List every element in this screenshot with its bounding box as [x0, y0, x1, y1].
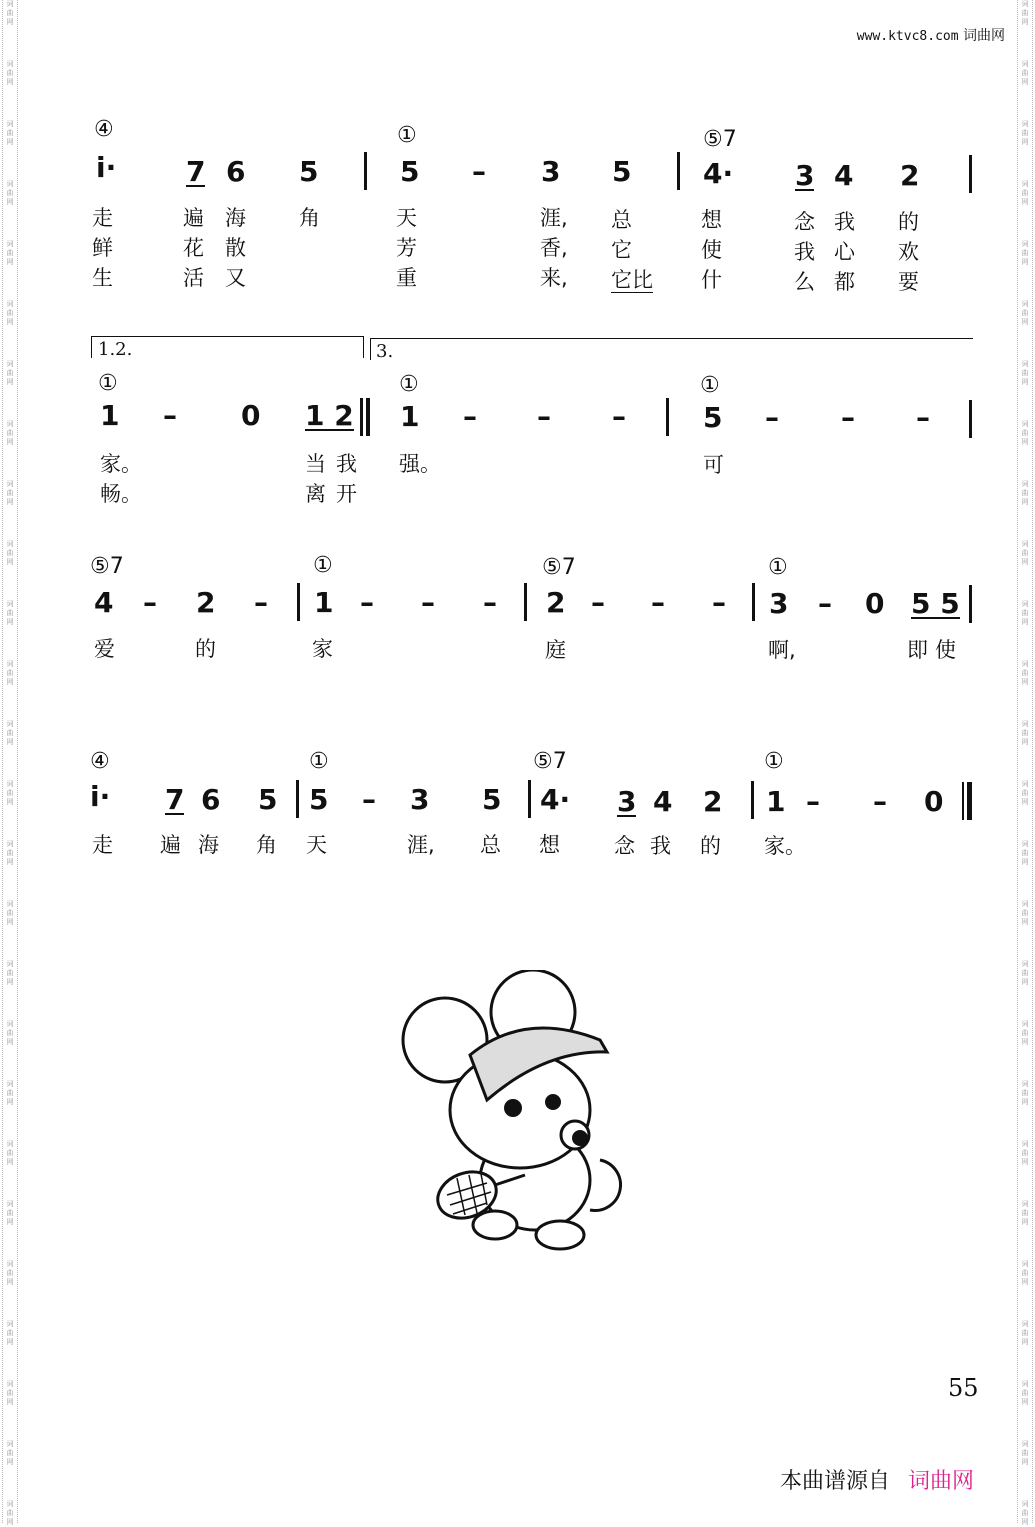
lyric: 芳 — [396, 236, 417, 260]
side-watermark-mark: 词曲网 — [6, 1140, 14, 1166]
lyric: 使 — [701, 238, 722, 262]
lyric: 啊, — [768, 638, 796, 662]
site-name: 词曲网 — [963, 28, 1005, 44]
chord-4: ④ — [90, 749, 110, 774]
lyric: 总 — [611, 208, 632, 232]
note: 0 — [865, 587, 885, 620]
note: 5 — [482, 783, 502, 816]
side-watermark-mark: 词曲网 — [1021, 900, 1029, 926]
note: – — [841, 401, 855, 434]
side-watermark-mark: 词曲网 — [1021, 720, 1029, 746]
side-watermark-mark: 词曲网 — [6, 960, 14, 986]
side-watermark-mark: 词曲网 — [6, 780, 14, 806]
lyric: 的 — [700, 834, 721, 858]
lyric: 香, — [540, 236, 568, 260]
side-watermark-mark: 词曲网 — [1021, 1080, 1029, 1106]
lyric: 又 — [225, 266, 246, 290]
chord-1: ① — [768, 555, 788, 580]
note: 5 — [703, 401, 723, 434]
chord-1: ① — [98, 371, 118, 396]
side-watermark-mark: 词曲网 — [6, 420, 14, 446]
note: – — [463, 400, 477, 433]
lyric: 它 — [611, 238, 632, 262]
lyric: 涯, — [540, 206, 568, 230]
lyric: 它比 — [611, 268, 653, 292]
final-bar-line-thin — [962, 782, 964, 820]
lyric: 散 — [225, 236, 246, 260]
note: 2 — [900, 159, 920, 192]
note: 7 — [186, 155, 206, 188]
note: – — [591, 586, 605, 619]
side-watermark-mark: 词曲网 — [1021, 600, 1029, 626]
note: 1 — [100, 399, 120, 432]
note: – — [651, 586, 665, 619]
side-watermark-mark: 词曲网 — [1021, 1500, 1029, 1526]
lyric: 来, — [540, 266, 568, 290]
bar-line — [752, 583, 755, 621]
lyric: 使 — [935, 638, 956, 662]
note: 3 — [795, 159, 815, 192]
side-watermark-mark: 词曲网 — [6, 600, 14, 626]
bar-line — [969, 155, 972, 193]
chord-5-7: ⑤7 — [533, 749, 567, 774]
volta-first-label: 1.2. — [98, 339, 133, 360]
note: 0 — [241, 399, 261, 432]
footer-brand[interactable]: 词曲网 — [908, 1469, 975, 1494]
side-watermark-mark: 词曲网 — [6, 120, 14, 146]
lyric: 当 — [305, 452, 326, 476]
note: 3 — [769, 587, 789, 620]
lyric: 涯, — [407, 833, 435, 857]
final-bar-line-thick — [967, 782, 972, 820]
note: 5 — [258, 783, 278, 816]
side-watermark-mark: 词曲网 — [1021, 840, 1029, 866]
note: 5 — [309, 783, 329, 816]
lyric: 我 — [834, 210, 855, 234]
chord-5-7: ⑤7 — [703, 127, 737, 152]
note: – — [806, 785, 820, 818]
chord-5-7: ⑤7 — [542, 555, 576, 580]
side-watermark-mark: 词曲网 — [6, 720, 14, 746]
side-watermark-mark: 词曲网 — [1021, 240, 1029, 266]
bar-line — [969, 400, 972, 438]
side-watermark-mark: 词曲网 — [1021, 1320, 1029, 1346]
repeat-bar-line — [366, 398, 370, 436]
lyric: 家。 — [100, 452, 142, 476]
mouse-tennis-illustration — [395, 970, 645, 1270]
note: 4· — [540, 783, 571, 816]
lyric: 天 — [396, 206, 417, 230]
note: 1 2 — [305, 399, 354, 432]
side-watermark-mark: 词曲网 — [1021, 480, 1029, 506]
volta-tick — [370, 338, 371, 360]
lyric: 开 — [336, 482, 357, 506]
lyric: 心 — [834, 240, 855, 264]
note: 2 — [196, 586, 216, 619]
side-watermark-mark: 词曲网 — [6, 300, 14, 326]
side-watermark-mark: 词曲网 — [1021, 300, 1029, 326]
note: 4· — [703, 157, 734, 190]
lyric: 要 — [898, 270, 919, 294]
lyric: 海 — [225, 206, 246, 230]
volta-bracket — [370, 338, 973, 339]
note: 5 — [612, 155, 632, 188]
note: 2 — [546, 586, 566, 619]
lyric: 庭 — [545, 638, 566, 662]
lyric: 都 — [834, 270, 855, 294]
note: – — [421, 586, 435, 619]
lyric: 什 — [701, 268, 722, 292]
bar-line — [751, 781, 754, 819]
note: – — [254, 586, 268, 619]
side-watermark-mark: 词曲网 — [6, 840, 14, 866]
note: – — [362, 783, 376, 816]
note: 6 — [226, 155, 246, 188]
lyric: 花 — [183, 236, 204, 260]
note: 5 — [299, 155, 319, 188]
chord-5-7: ⑤7 — [90, 554, 124, 579]
lyric: 我 — [794, 240, 815, 264]
lyric: 家。 — [764, 834, 806, 858]
note: – — [483, 586, 497, 619]
note: 0 — [924, 785, 944, 818]
side-watermark-mark: 词曲网 — [1021, 120, 1029, 146]
chord-1: ① — [399, 372, 419, 397]
footer-text: 本曲谱源自 — [780, 1469, 891, 1494]
side-watermark-mark: 词曲网 — [1021, 1200, 1029, 1226]
side-watermark-mark: 词曲网 — [6, 660, 14, 686]
note: – — [765, 401, 779, 434]
lyric: 的 — [195, 637, 216, 661]
side-watermark-mark: 词曲网 — [6, 1320, 14, 1346]
site-url[interactable]: www.ktvc8.com — [856, 29, 959, 44]
side-watermark-mark: 词曲网 — [6, 1380, 14, 1406]
side-watermark-mark: 词曲网 — [1021, 1260, 1029, 1286]
chord-1: ① — [700, 373, 720, 398]
lyric: 家 — [312, 637, 333, 661]
note: – — [163, 399, 177, 432]
side-watermark-mark: 词曲网 — [1021, 660, 1029, 686]
note: 3 — [410, 783, 430, 816]
note: 4 — [94, 586, 114, 619]
note: – — [818, 587, 832, 620]
lyric: 可 — [703, 453, 724, 477]
lyric: 鲜 — [92, 236, 113, 260]
note: i· — [96, 151, 117, 184]
chord-1: ① — [309, 749, 329, 774]
note: 2 — [703, 785, 723, 818]
note: 7 — [165, 783, 185, 816]
side-watermark-mark: 词曲网 — [6, 240, 14, 266]
page-header — [857, 25, 1005, 45]
chord-1: ① — [764, 749, 784, 774]
lyric: 念 — [614, 834, 635, 858]
volta-tick — [91, 336, 92, 358]
volta-tick — [363, 336, 364, 358]
lyric: 海 — [198, 833, 219, 857]
lyric: 遍 — [183, 206, 204, 230]
note: – — [537, 400, 551, 433]
note: 1 — [400, 400, 420, 433]
note: 4 — [653, 785, 673, 818]
lyric: 爱 — [94, 637, 115, 661]
chord-1: ① — [313, 553, 333, 578]
right-watermark-strip — [1017, 0, 1033, 1526]
side-watermark-mark: 词曲网 — [6, 1080, 14, 1106]
chord-4: ④ — [94, 117, 114, 142]
side-watermark-mark: 词曲网 — [6, 180, 14, 206]
side-watermark-mark: 词曲网 — [1021, 60, 1029, 86]
footer-source — [780, 1464, 974, 1495]
lyric: 走 — [92, 833, 113, 857]
left-watermark-strip — [2, 0, 18, 1526]
side-watermark-mark: 词曲网 — [6, 0, 14, 26]
side-watermark-mark: 词曲网 — [1021, 540, 1029, 566]
bar-line — [969, 585, 972, 623]
lyric: 畅。 — [100, 482, 142, 506]
side-watermark-mark: 词曲网 — [1021, 180, 1029, 206]
bar-line — [528, 780, 531, 818]
note: 1 — [314, 586, 334, 619]
side-watermark-mark: 词曲网 — [6, 1260, 14, 1286]
side-watermark-mark: 词曲网 — [1021, 0, 1029, 26]
lyric: 即 — [907, 638, 928, 662]
side-watermark-mark: 词曲网 — [6, 1440, 14, 1466]
lyric: 想 — [701, 208, 722, 232]
volta-bracket — [91, 336, 364, 337]
lyric: 我 — [336, 452, 357, 476]
lyric: 离 — [305, 482, 326, 506]
side-watermark-mark: 词曲网 — [1021, 1140, 1029, 1166]
note: 1 — [766, 785, 786, 818]
side-watermark-mark: 词曲网 — [1021, 960, 1029, 986]
side-watermark-mark: 词曲网 — [1021, 1440, 1029, 1466]
lyric: 总 — [480, 833, 501, 857]
note: – — [873, 785, 887, 818]
side-watermark-mark: 词曲网 — [6, 900, 14, 926]
note: 5 — [400, 155, 420, 188]
side-watermark-mark: 词曲网 — [6, 480, 14, 506]
lyric: 生 — [92, 266, 113, 290]
bar-line — [677, 152, 680, 190]
chord-1: ① — [397, 123, 417, 148]
lyric: 角 — [256, 833, 277, 857]
note: – — [712, 586, 726, 619]
lyric: 活 — [183, 266, 204, 290]
bar-line — [364, 152, 367, 190]
side-watermark-mark: 词曲网 — [6, 1020, 14, 1046]
note: 3 — [541, 155, 561, 188]
lyric: 遍 — [160, 833, 181, 857]
side-watermark-mark: 词曲网 — [6, 540, 14, 566]
page-number: 55 — [948, 1374, 979, 1402]
bar-line — [666, 398, 669, 436]
lyric: 重 — [396, 266, 417, 290]
bar-line — [524, 583, 527, 621]
note: – — [143, 586, 157, 619]
side-watermark-mark: 词曲网 — [6, 360, 14, 386]
lyric: 念 — [794, 210, 815, 234]
side-watermark-mark: 词曲网 — [6, 1500, 14, 1526]
lyric: 天 — [306, 833, 327, 857]
lyric: 欢 — [898, 240, 919, 264]
note: – — [916, 401, 930, 434]
side-watermark-mark: 词曲网 — [6, 1200, 14, 1226]
side-watermark-mark: 词曲网 — [1021, 780, 1029, 806]
note: 6 — [201, 783, 221, 816]
note: 3 — [617, 785, 637, 818]
side-watermark-mark: 词曲网 — [1021, 420, 1029, 446]
note: 5 5 — [911, 587, 960, 620]
side-watermark-mark: 词曲网 — [1021, 1020, 1029, 1046]
lyric: 的 — [898, 210, 919, 234]
bar-line — [296, 780, 299, 818]
note: – — [360, 586, 374, 619]
note: i· — [90, 780, 111, 813]
side-watermark-mark: 词曲网 — [6, 60, 14, 86]
note: – — [472, 155, 486, 188]
lyric: 角 — [299, 206, 320, 230]
lyric: 么 — [794, 270, 815, 294]
bar-line — [360, 398, 363, 436]
note: – — [612, 400, 626, 433]
lyric: 我 — [650, 834, 671, 858]
volta-second-label: 3. — [376, 341, 394, 362]
lyric: 想 — [539, 833, 560, 857]
side-watermark-mark: 词曲网 — [1021, 1380, 1029, 1406]
note: 4 — [834, 159, 854, 192]
lyric: 走 — [92, 206, 113, 230]
bar-line — [297, 583, 300, 621]
lyric: 强。 — [399, 452, 441, 476]
side-watermark-mark: 词曲网 — [1021, 360, 1029, 386]
